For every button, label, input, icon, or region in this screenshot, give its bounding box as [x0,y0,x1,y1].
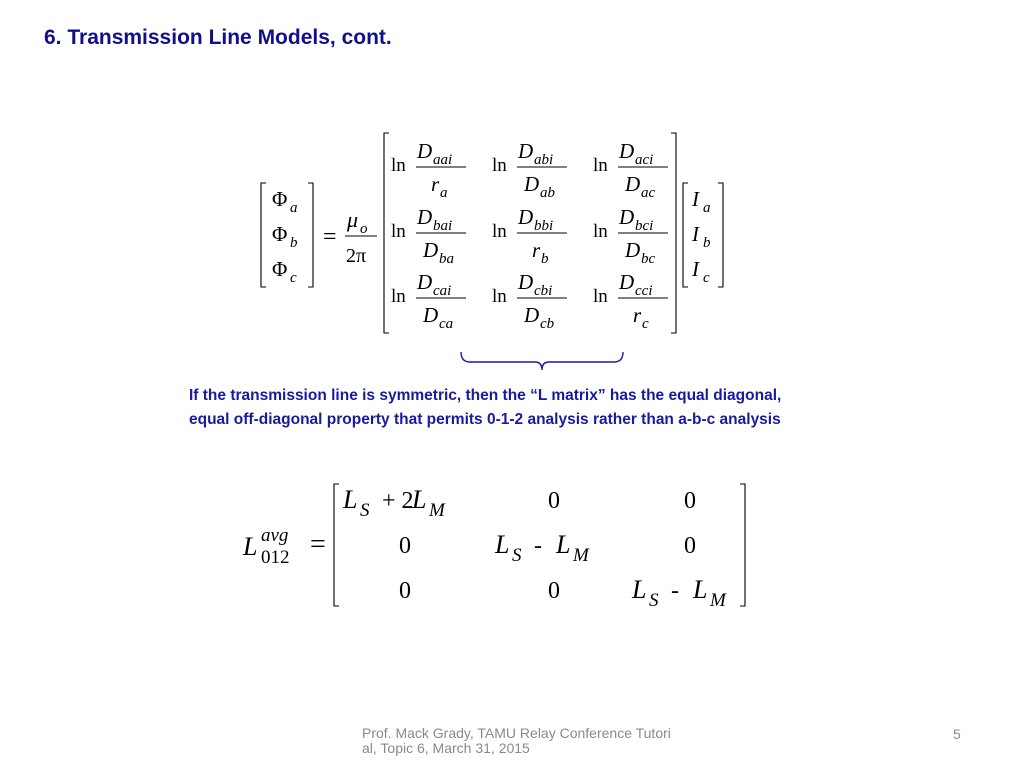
matrix-subscript: M [429,500,445,521]
numerator-subscript: cci [635,283,653,299]
numerator-symbol: D [619,139,635,163]
ln-operator: ln [593,286,608,307]
denominator-subscript: ab [540,185,555,201]
l-symbol: L [556,530,571,559]
denominator-symbol: D [423,238,439,262]
ln-operator: ln [492,155,507,176]
numerator-symbol: D [417,270,433,294]
sequence-matrix-cell [548,488,560,514]
equals-sign-2: = [310,529,326,560]
l-symbol: L [495,530,510,559]
denominator-symbol: r [532,238,541,262]
matrix-subscript: S [360,500,370,521]
denominator-symbol: D [524,303,540,327]
numerator-symbol: D [518,205,534,229]
zero-entry: 0 [399,578,411,604]
ln-operator: ln [391,221,406,242]
matrix-cell [391,270,466,332]
numerator-subscript: abi [534,152,554,168]
denominator-subscript: ba [439,251,454,267]
ln-operator: ln [391,286,406,307]
sequence-matrix-cell [548,578,560,604]
zero-entry: 0 [548,578,560,604]
current-vector [691,187,711,286]
zero-entry: 0 [684,533,696,559]
denominator-symbol: r [431,172,440,196]
matrix-cell [492,139,567,201]
slide-footer: Prof. Mack Grady, TAMU Relay Conference Tutorial, Topic 6, March 31, 2015 [362,725,671,756]
mu-symbol: μ [347,207,359,232]
denominator-symbol: D [524,172,540,196]
phi-symbol: Φ [272,222,288,246]
symmetry-note [189,384,781,432]
numerator-subscript: bci [635,218,654,234]
denominator-subscript: ac [641,185,656,201]
phi-symbol: Φ [272,257,288,281]
current-subscript: a [703,200,711,216]
matrix-cell [593,139,668,201]
phi-subscript: c [290,270,297,286]
ln-operator: ln [492,221,507,242]
matrix-cell [492,205,567,267]
matrix-subscript: S [512,545,522,566]
inductance-log-matrix [391,139,668,332]
ln-operator: ln [593,221,608,242]
denominator-symbol: D [625,172,641,196]
l-symbol: L [632,575,647,604]
matrix-subscript: M [710,590,726,611]
l-symbol: L [343,485,358,514]
sequence-matrix-cell [399,533,411,559]
l-symbol: L [693,575,708,604]
sequence-matrix-cell [494,530,590,566]
lhs-flux-vector [272,187,298,286]
mu-subscript: o [360,221,368,237]
current-symbol: I [692,222,699,246]
l-avg-subscript: 012 [261,547,290,568]
matrix-subscript: S [649,590,659,611]
operator: + 2 [376,488,414,514]
operator: - [528,533,548,559]
matrix-cell [391,139,466,201]
current-symbol: I [692,257,699,281]
page-number: 5 [953,726,961,742]
current-subscript: c [703,270,710,286]
symmetry-note-line-1: If the transmission line is symmetric, then the “L matrix” has the equal diagonal, [189,387,782,404]
underbrace [461,352,623,370]
ln-operator: ln [492,286,507,307]
matrix-cell [391,205,466,267]
zero-entry: 0 [548,488,560,514]
numerator-subscript: cai [433,283,452,299]
denominator-subscript: a [440,185,448,201]
sequence-inductance-matrix [342,485,727,611]
l-avg-superscript: avg [261,525,289,546]
zero-entry: 0 [399,533,411,559]
ln-operator: ln [391,155,406,176]
zero-entry: 0 [684,488,696,514]
numerator-subscript: cbi [534,283,553,299]
sequence-matrix-cell [631,575,727,611]
numerator-symbol: D [417,139,433,163]
l-symbol: L [412,485,427,514]
two-pi: 2π [346,245,367,267]
current-subscript: b [703,235,711,251]
sequence-matrix-cell [684,488,696,514]
sequence-inductance-equation [242,484,745,611]
numerator-symbol: D [619,205,635,229]
numerator-symbol: D [518,139,534,163]
denominator-symbol: D [625,238,641,262]
matrix-subscript: M [573,545,589,566]
numerator-subscript: bai [433,218,453,234]
numerator-subscript: aai [433,152,453,168]
denominator-subscript: cb [540,316,555,332]
numerator-subscript: bbi [534,218,554,234]
equals-sign-1: = [323,224,337,250]
denominator-subscript: bc [641,251,656,267]
matrix-cell [593,205,668,267]
sequence-matrix-cell [684,533,696,559]
slide-title: 6. Transmission Line Models, cont. [44,26,392,49]
phi-subscript: a [290,200,298,216]
l-avg-base: L [243,532,258,561]
phi-symbol: Φ [272,187,288,211]
numerator-symbol: D [417,205,433,229]
operator: - [665,578,685,604]
denominator-symbol: D [423,303,439,327]
flux-linkage-equation [261,133,723,370]
ln-operator: ln [593,155,608,176]
coefficient-fraction [345,207,377,267]
denominator-symbol: r [633,303,642,327]
symmetry-note-line-2: equal off-diagonal property that permits 0-1-2 analysis rather than a-b-c analysis [189,411,781,428]
denominator-subscript: b [541,251,549,267]
sequence-matrix-cell [342,485,446,521]
current-symbol: I [692,187,699,211]
denominator-subscript: c [642,316,649,332]
phi-subscript: b [290,235,298,251]
denominator-subscript: ca [439,316,454,332]
numerator-symbol: D [518,270,534,294]
matrix-cell [492,270,567,332]
sequence-matrix-cell [399,578,411,604]
numerator-symbol: D [619,270,635,294]
numerator-subscript: aci [635,152,654,168]
matrix-cell [593,270,668,332]
